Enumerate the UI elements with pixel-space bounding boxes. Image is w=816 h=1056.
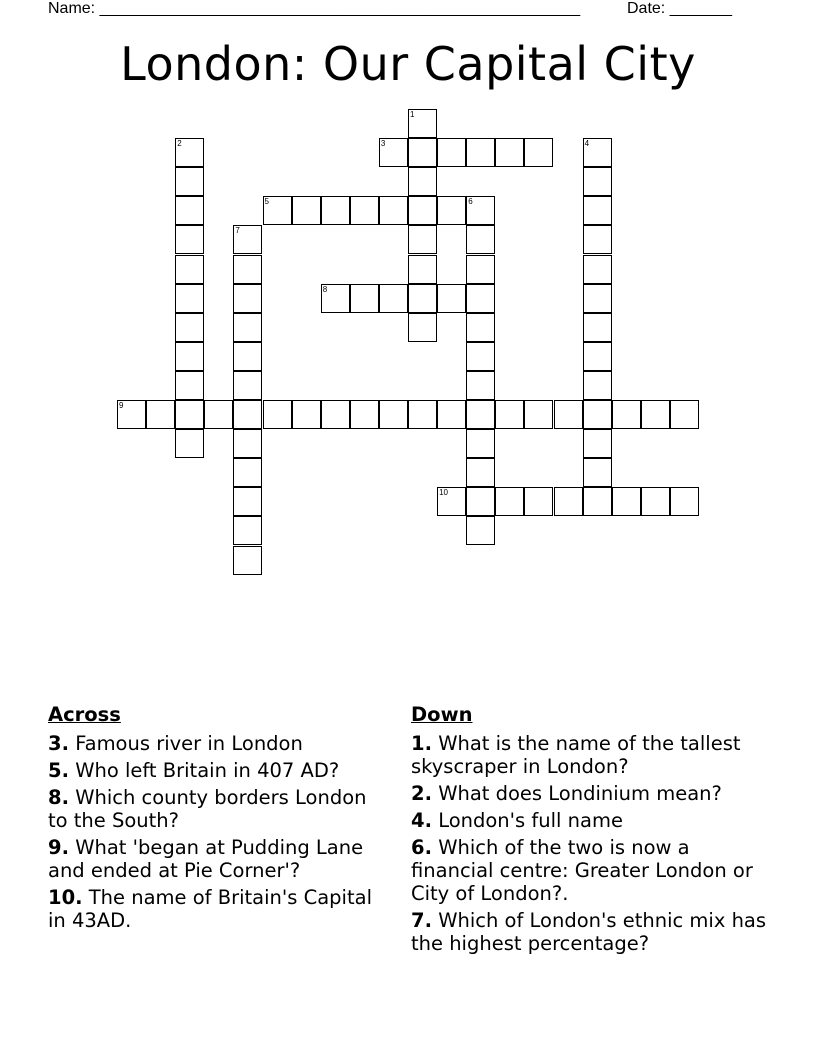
grid-cell[interactable]	[233, 313, 262, 342]
grid-cell[interactable]	[379, 138, 408, 167]
page-title: London: Our Capital City	[120, 37, 696, 91]
grid-cell[interactable]	[466, 284, 495, 313]
grid-cell[interactable]	[233, 429, 262, 458]
grid-cell[interactable]	[466, 313, 495, 342]
grid-cell[interactable]	[408, 138, 437, 167]
grid-cell[interactable]	[233, 342, 262, 371]
grid-cell[interactable]	[583, 429, 612, 458]
clue-text: Which of London's ethnic mix has the highest percentage?	[411, 909, 767, 955]
across-clues	[48, 703, 378, 936]
across-heading: Across	[48, 703, 121, 726]
grid-cell[interactable]	[233, 225, 262, 254]
grid-cell[interactable]	[350, 284, 379, 313]
grid-cell[interactable]	[612, 487, 641, 516]
grid-cell[interactable]	[292, 196, 321, 225]
grid-cell[interactable]	[554, 400, 583, 429]
across-clue	[48, 886, 378, 932]
grid-cell[interactable]	[437, 400, 466, 429]
grid-cell[interactable]	[321, 196, 350, 225]
across-clue	[48, 732, 378, 755]
grid-cell[interactable]	[146, 400, 175, 429]
grid-cell[interactable]	[524, 138, 553, 167]
grid-cell[interactable]	[583, 487, 612, 516]
grid-cell[interactable]	[175, 167, 204, 196]
grid-cell[interactable]	[204, 400, 233, 429]
down-clue	[411, 909, 771, 955]
grid-cell[interactable]	[466, 429, 495, 458]
date-field: Date: _______	[627, 0, 732, 17]
clue-text: The name of Britain's Capital in 43AD.	[48, 886, 372, 932]
grid-cell[interactable]	[233, 458, 262, 487]
grid-cell[interactable]	[583, 400, 612, 429]
grid-cell[interactable]	[524, 400, 553, 429]
clue-text: What is the name of the tallest skyscraper in London?	[411, 732, 741, 778]
grid-cell[interactable]	[117, 400, 146, 429]
clue-number: 9.	[48, 836, 69, 859]
clue-number: 3.	[48, 732, 69, 755]
grid-cell[interactable]	[437, 196, 466, 225]
grid-cell[interactable]	[175, 225, 204, 254]
grid-cell[interactable]	[466, 255, 495, 284]
grid-cell[interactable]	[583, 196, 612, 225]
clue-text: Famous river in London	[75, 732, 303, 755]
grid-cell[interactable]	[379, 400, 408, 429]
grid-cell[interactable]	[233, 546, 262, 575]
grid-cell[interactable]	[554, 487, 583, 516]
grid-cell[interactable]	[466, 400, 495, 429]
grid-cell[interactable]	[350, 196, 379, 225]
grid-cell[interactable]	[263, 196, 292, 225]
grid-cell[interactable]	[379, 196, 408, 225]
grid-cell[interactable]	[175, 138, 204, 167]
grid-cell[interactable]	[583, 342, 612, 371]
down-clue	[411, 836, 771, 905]
grid-cell[interactable]	[321, 400, 350, 429]
grid-cell[interactable]	[495, 487, 524, 516]
grid-cell[interactable]	[175, 255, 204, 284]
grid-cell[interactable]	[466, 225, 495, 254]
down-clue	[411, 782, 771, 805]
grid-cell[interactable]	[175, 284, 204, 313]
cell-number: 10	[439, 488, 448, 498]
clue-number: 2.	[411, 782, 432, 805]
name-field: Name: ______________________________________________________	[48, 0, 581, 17]
grid-cell[interactable]	[583, 284, 612, 313]
grid-cell[interactable]	[495, 138, 524, 167]
grid-cell[interactable]	[612, 400, 641, 429]
grid-cell[interactable]	[233, 487, 262, 516]
grid-cell[interactable]	[175, 342, 204, 371]
cell-number: 9	[119, 401, 124, 410]
grid-cell[interactable]	[408, 313, 437, 342]
grid-cell[interactable]	[233, 400, 262, 429]
clue-text: Which of the two is now a financial centre: Greater London or City of London?.	[411, 836, 753, 905]
grid-cell[interactable]	[233, 284, 262, 313]
cell-number: 3	[380, 139, 386, 149]
grid-cell[interactable]	[466, 516, 495, 545]
cell-number: 4	[584, 139, 590, 149]
grid-cell[interactable]	[437, 487, 466, 516]
clue-number: 6.	[411, 836, 432, 859]
grid-cell[interactable]	[175, 400, 204, 429]
grid-cell[interactable]	[321, 284, 350, 313]
across-clue	[48, 836, 378, 882]
clue-number: 4.	[411, 809, 432, 832]
grid-cell[interactable]	[175, 371, 204, 400]
grid-cell[interactable]	[583, 167, 612, 196]
grid-cell[interactable]	[292, 400, 321, 429]
down-clue	[411, 732, 771, 778]
clue-text: Which county borders London to the South?	[48, 786, 367, 832]
cell-number: 8	[322, 284, 328, 294]
cell-number: 5	[264, 197, 269, 207]
clue-text: What 'began at Pudding Lane and ended at Pie Corner'?	[48, 836, 364, 882]
clue-text: Who left Britain in 407 AD?	[75, 759, 340, 782]
across-clue	[48, 786, 378, 832]
grid-cell[interactable]	[583, 371, 612, 400]
grid-cell[interactable]	[175, 313, 204, 342]
down-heading: Down	[411, 703, 473, 726]
grid-cell[interactable]	[583, 225, 612, 254]
grid-cell[interactable]	[408, 167, 437, 196]
grid-cell[interactable]	[466, 138, 495, 167]
grid-cell[interactable]	[408, 196, 437, 225]
grid-cell[interactable]	[408, 225, 437, 254]
grid-cell[interactable]	[495, 400, 524, 429]
grid-cell[interactable]	[437, 284, 466, 313]
grid-cell[interactable]	[379, 284, 408, 313]
grid-cell[interactable]	[437, 138, 466, 167]
grid-cell[interactable]	[408, 109, 437, 138]
grid-cell[interactable]	[583, 138, 612, 167]
down-clues	[411, 703, 771, 959]
grid-cell[interactable]	[233, 255, 262, 284]
grid-cell[interactable]	[583, 313, 612, 342]
across-clue	[48, 759, 378, 782]
grid-cell[interactable]	[233, 516, 262, 545]
grid-cell[interactable]	[263, 400, 292, 429]
grid-cell[interactable]	[641, 487, 670, 516]
grid-cell[interactable]	[408, 255, 437, 284]
grid-cell[interactable]	[466, 458, 495, 487]
clue-number: 5.	[48, 759, 69, 782]
grid-cell[interactable]	[466, 342, 495, 371]
grid-cell[interactable]	[524, 487, 553, 516]
clue-number: 1.	[411, 732, 432, 755]
down-clue	[411, 809, 771, 832]
grid-cell[interactable]	[233, 371, 262, 400]
clue-number: 8.	[48, 786, 69, 809]
grid-cell[interactable]	[408, 400, 437, 429]
cell-number: 1	[410, 110, 415, 119]
grid-cell[interactable]	[175, 429, 204, 458]
grid-cell[interactable]	[408, 284, 437, 313]
grid-cell[interactable]	[641, 400, 670, 429]
cell-number: 7	[235, 226, 240, 236]
clue-number: 10.	[48, 886, 83, 909]
grid-cell[interactable]	[175, 196, 204, 225]
grid-cell[interactable]	[583, 458, 612, 487]
grid-cell[interactable]	[583, 255, 612, 284]
clue-text: London's full name	[438, 809, 623, 832]
cell-number: 6	[468, 197, 473, 207]
grid-cell[interactable]	[670, 487, 699, 516]
clue-number: 7.	[411, 909, 432, 932]
grid-cell[interactable]	[350, 400, 379, 429]
grid-cell[interactable]	[466, 487, 495, 516]
grid-cell[interactable]	[466, 371, 495, 400]
grid-cell[interactable]	[670, 400, 699, 429]
grid-cell[interactable]	[466, 196, 495, 225]
clue-text: What does Londinium mean?	[438, 782, 722, 805]
cell-number: 2	[177, 139, 182, 149]
